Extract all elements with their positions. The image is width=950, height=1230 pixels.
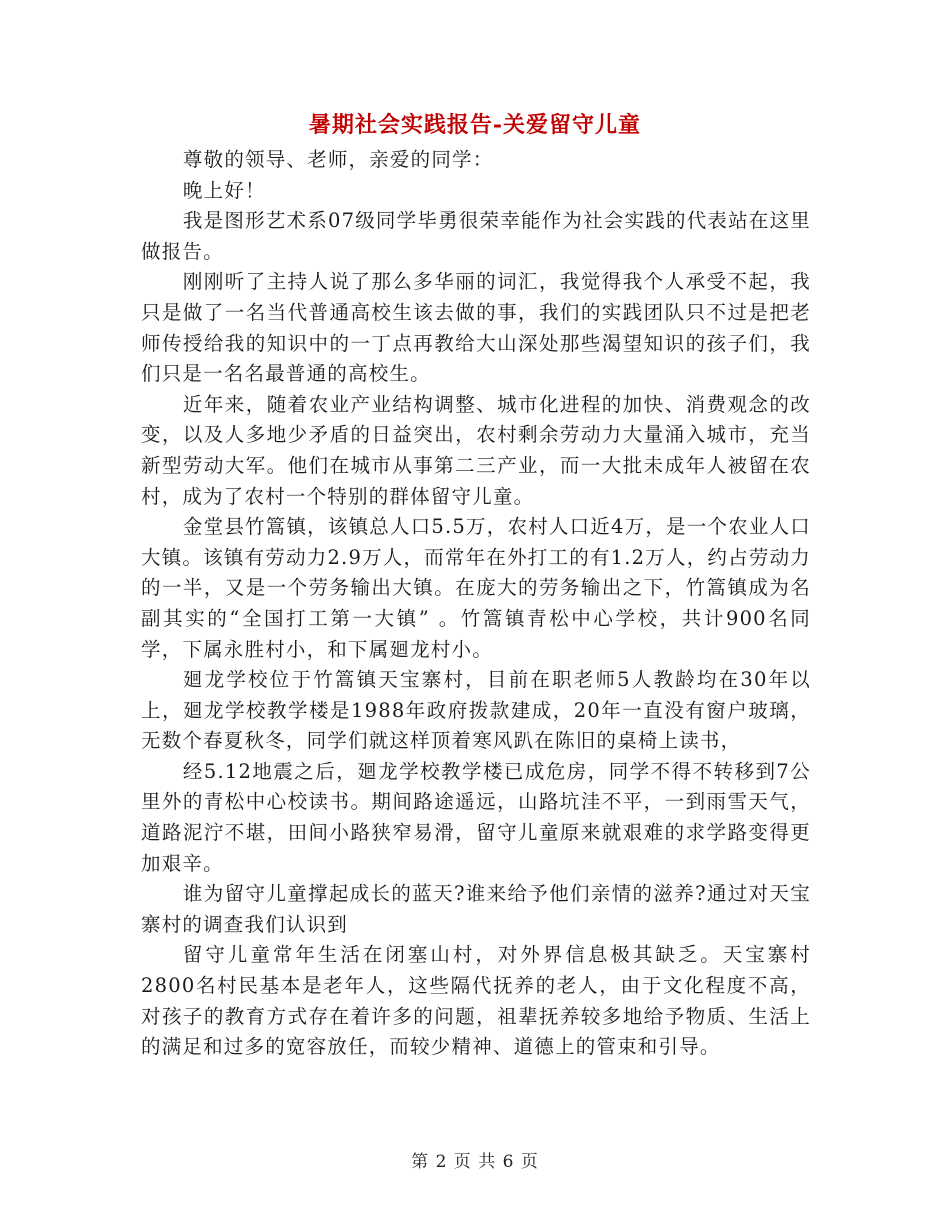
paragraph: 刚刚听了主持人说了那么多华丽的词汇，我觉得我个人承受不起，我只是做了一名当代普通高校生该去做的事，我们的实践团队只不过是把老师传授给我的知识中的一丁点再教给大山深处那些渴望知识的孩子们，我们只是一名名最普通的高校生。 <box>141 270 811 386</box>
document-body <box>141 145 811 1063</box>
paragraph: 经5.12地震之后，廻龙学校教学楼已成危房，同学不得不转移到7公里外的青松中心校读书。期间路途遥远，山路坑洼不平，一到雨雪天气，道路泥泞不堪，田间小路狭窄易滑，留守儿童原来就艰难的求学路变得更加艰辛。 <box>141 759 811 875</box>
paragraph-greeting: 晚上好！ <box>182 178 266 202</box>
document-title: 暑期社会实践报告-关爱留守儿童 <box>308 112 642 138</box>
paragraph: 近年来，随着农业产业结构调整、城市化进程的加快、消费观念的改变，以及人多地少矛盾的日益突出，农村剩余劳动力大量涌入城市，充当新型劳动大军。他们在城市从事第二三产业，而一大批未成年人被留在农村，成为了农村一个特别的群体留守儿童。 <box>141 392 811 508</box>
paragraph-intro: 我是图形艺术系07级同学毕勇很荣幸能作为社会实践的代表站在这里做报告。 <box>141 209 811 263</box>
paragraph-salutation: 尊敬的领导、老师，亲爱的同学： <box>182 148 494 171</box>
paragraph: 金堂县竹篙镇，该镇总人口5.5万，农村人口近4万，是一个农业人口大镇。该镇有劳动力2.9万人，而常年在外打工的有1.2万人，约占劳动力的一半，又是一个劳务输出大镇。在庞大的劳务输出之下，竹篙镇成为名副其实的“全国打工第一大镇” 。竹篙镇青松中心学校，共计900名同学，下属永胜村小，和下属廻龙村小。 <box>141 515 811 661</box>
page-number-footer: 第 2 页 共 6 页 <box>411 1152 539 1172</box>
paragraph: 留守儿童常年生活在闭塞山村，对外界信息极其缺乏。天宝寨村2800名村民基本是老年人，这些隔代抚养的老人，由于文化程度不高，对孩子的教育方式存在着许多的问题，祖辈抚养较多地给予物质、生活上的满足和过多的宽容放任，而较少精神、道德上的管束和引导。 <box>141 943 811 1059</box>
paragraph: 谁为留守儿童撑起成长的蓝天?谁来给予他们亲情的滋养?通过对天宝寨村的调查我们认识到 <box>141 882 811 936</box>
paragraph: 廻龙学校位于竹篙镇天宝寨村，目前在职老师5人教龄均在30年以上，廻龙学校教学楼是1988年政府拨款建成，20年一直没有窗户玻璃，无数个春夏秋冬，同学们就这样顶着寒风趴在陈旧的桌椅上读书， <box>141 668 811 753</box>
